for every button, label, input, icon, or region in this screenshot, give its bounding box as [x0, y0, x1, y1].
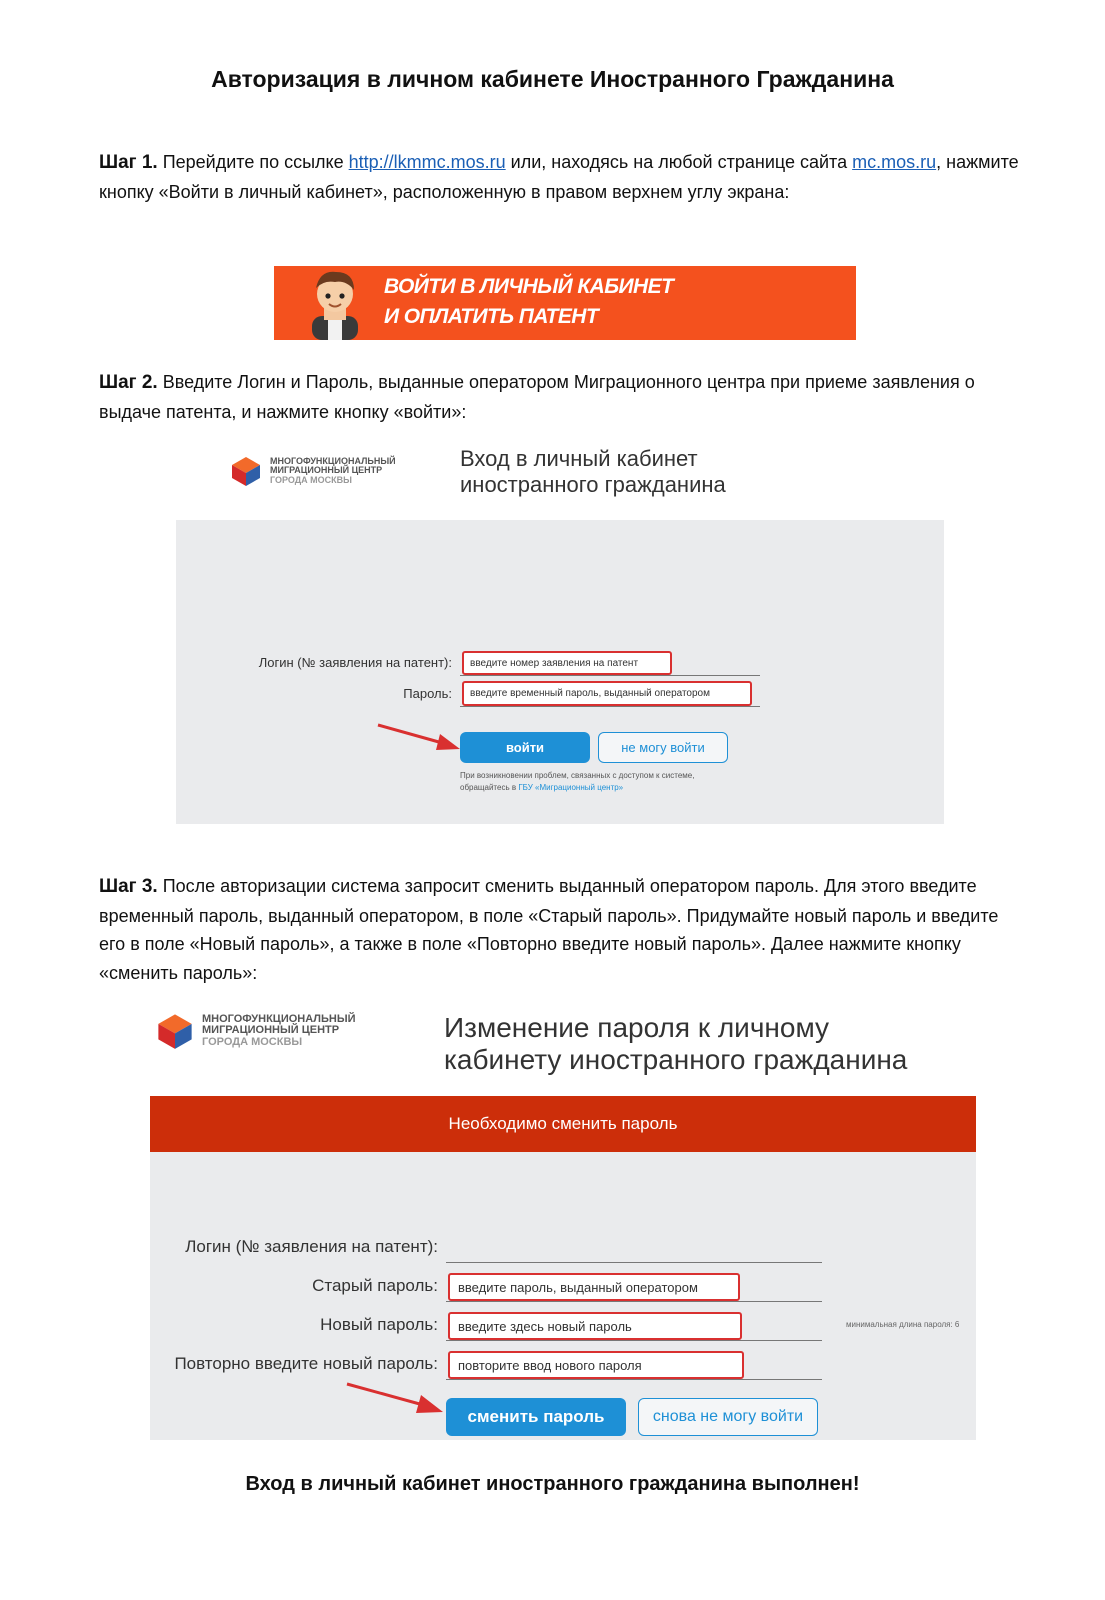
new-password-input[interactable]: введите здесь новый пароль [448, 1312, 742, 1340]
mmc-logo-2: МНОГОФУНКЦИОНАЛЬНЫЙ МИГРАЦИОННЫЙ ЦЕНТР ГОРОДА МОСКВЫ [156, 1012, 356, 1050]
help-link[interactable]: ГБУ «Миграционный центр» [518, 783, 624, 792]
mmc-logo-icon [230, 455, 262, 487]
login-input[interactable]: введите номер заявления на патент [462, 651, 672, 675]
lkmmc-link[interactable]: http://lkmmc.mos.ru [348, 152, 506, 172]
old-password-label: Старый пароль: [312, 1276, 438, 1295]
step2-label: Шаг 2. [99, 372, 158, 393]
enter-cabinet-banner-button[interactable] [274, 266, 856, 340]
step3-label: Шаг 3. [99, 876, 158, 897]
step2-paragraph: Шаг 2. Введите Логин и Пароль, выданные оператором Миграционного центра при приеме заявления о выдаче патента, и нажмите кнопку «войти»: [99, 372, 975, 422]
change-password-button[interactable]: сменить пароль [446, 1398, 626, 1436]
repeat-password-label: Повторно введите новый пароль: [174, 1354, 438, 1373]
cant-login-button[interactable]: не могу войти [598, 732, 728, 763]
min-length-hint: минимальная длина пароля: 6 [846, 1320, 960, 1329]
password-label: Пароль: [403, 686, 452, 701]
new-password-label: Новый пароль: [320, 1315, 438, 1334]
document-title: Авторизация в личном кабинете Иностранного Гражданина [211, 66, 894, 92]
mmc-logo: МНОГОФУНКЦИОНАЛЬНЫЙ МИГРАЦИОННЫЙ ЦЕНТР ГОРОДА МОСКВЫ [230, 455, 396, 487]
login-label: Логин (№ заявления на патент): [258, 655, 452, 670]
help-text: При возникновении проблем, связанных с доступом к системе, обращайтесь в ГБУ «Миграционный центр» [460, 771, 695, 792]
mmc-logo-icon [156, 1012, 194, 1050]
login-button[interactable]: войти [460, 732, 590, 763]
repeat-password-input[interactable]: повторите ввод нового пароля [448, 1351, 744, 1379]
old-password-input[interactable]: введите пароль, выданный оператором [448, 1273, 740, 1301]
cant-login-again-button[interactable]: снова не могу войти [638, 1398, 818, 1436]
step1-label: Шаг 1. [99, 152, 158, 173]
must-change-password-bar: Необходимо сменить пароль [150, 1096, 976, 1152]
change-screen-title: Изменение пароля к личному кабинету иностранного гражданина [444, 1012, 908, 1075]
step1-paragraph: Шаг 1. Перейдите по ссылке http://lkmmc.mos.ru или, находясь на любой странице сайта mc.mos.ru, нажмите кнопку «Войти в личный кабинет», расположенную в правом верхнем углу экрана: [99, 152, 1019, 202]
red-arrow-icon [345, 1380, 445, 1418]
change-login-label: Логин (№ заявления на патент): [185, 1237, 438, 1256]
banner-text: ВОЙТИ В ЛИЧНЫЙ КАБИНЕТ И ОПЛАТИТЬ ПАТЕНТ [384, 275, 674, 328]
red-arrow-icon [376, 722, 462, 754]
password-input[interactable]: введите временный пароль, выданный оператором [462, 681, 752, 706]
mc-mos-link[interactable]: mc.mos.ru [852, 152, 937, 172]
final-message: Вход в личный кабинет иностранного гражданина выполнен! [245, 1473, 860, 1495]
change-login-field[interactable] [446, 1236, 822, 1263]
boy-mascot-icon [302, 266, 368, 340]
login-screen-title: Вход в личный кабинет иностранного гражданина [460, 446, 726, 497]
step3-paragraph: Шаг 3. После авторизации система запросит сменить выданный оператором пароль. Для этого введите временный пароль, выданный оператором, в поле «Старый пароль». Придумайте новый пароль и введите его в поле «Новый пароль», а также в поле «Повторно введите новый пароль». Далее нажмите кнопку «сменить пароль»: [99, 876, 999, 983]
